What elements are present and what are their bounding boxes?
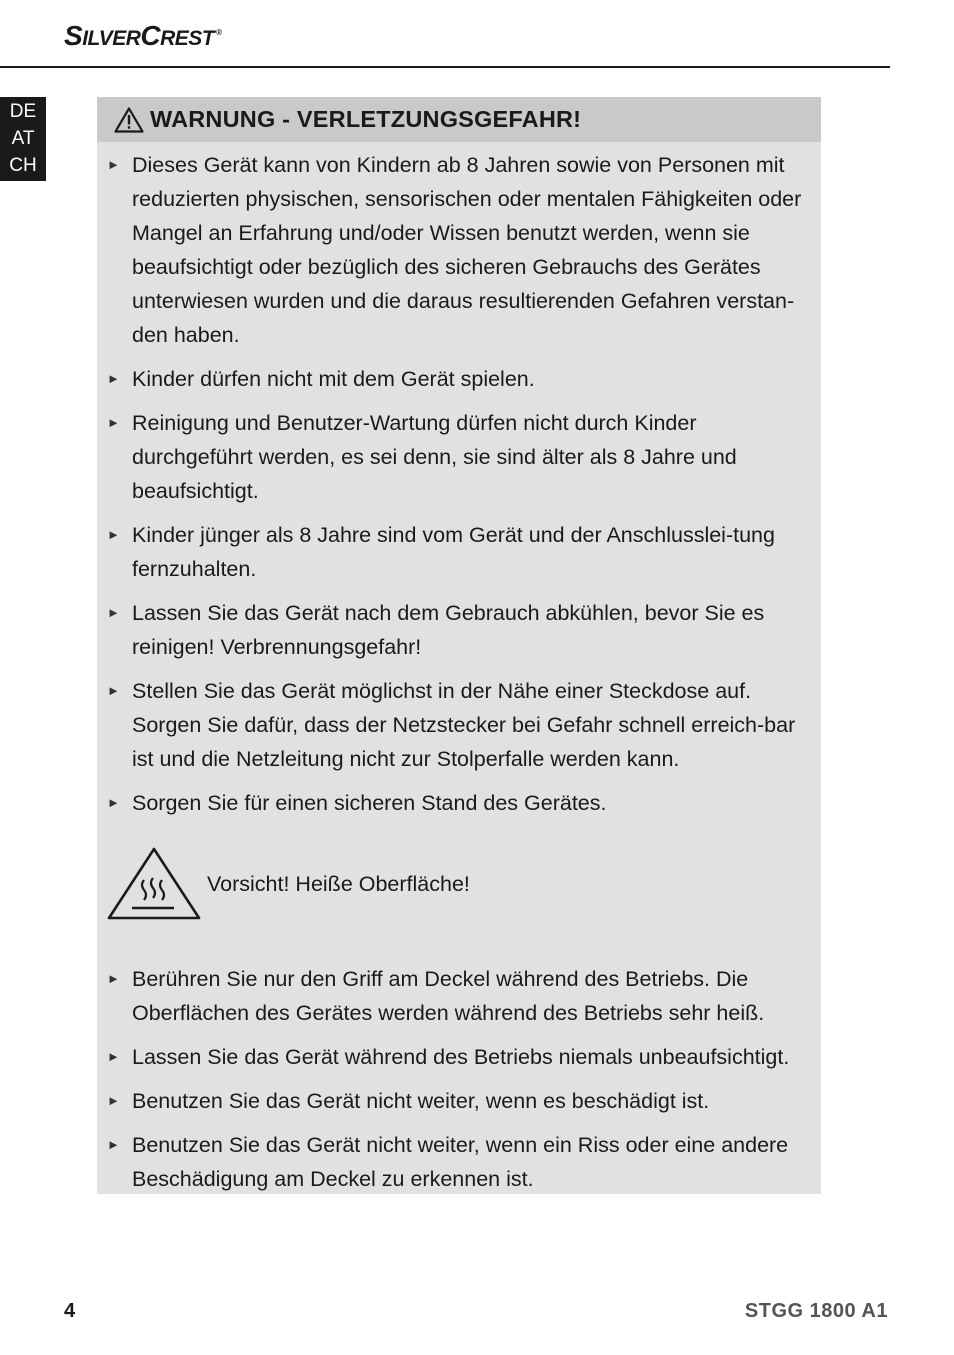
warning-list-b xyxy=(97,962,821,1196)
list-item xyxy=(107,406,813,508)
item-text: Lassen Sie das Gerät während des Betriebs niemals unbeaufsichtigt. xyxy=(132,1045,790,1069)
list-item xyxy=(107,1040,813,1074)
brand-letter: S xyxy=(64,20,83,51)
list-item xyxy=(107,674,813,776)
bullet-icon: ► xyxy=(107,415,120,430)
warning-title: WARNUNG - VERLETZUNGSGEFAHR! xyxy=(150,106,582,132)
list-item xyxy=(107,786,813,820)
bullet-icon: ► xyxy=(107,795,120,810)
item-text: Sorgen Sie für einen sicheren Stand des Gerätes. xyxy=(132,791,607,815)
bullet-icon: ► xyxy=(107,1049,120,1064)
registered-mark: ® xyxy=(216,27,222,37)
bullet-icon: ► xyxy=(107,683,120,698)
bullet-icon: ► xyxy=(107,527,120,542)
item-text: Reinigung und Benutzer-Wartung dürfen nicht durch Kinder durchgeführt werden, es sei denn, sie sind älter als 8 Jahre und beaufsichtigt. xyxy=(132,411,737,503)
item-text: Berühren Sie nur den Griff am Deckel während des Betriebs. Die Oberflächen des Gerätes werden während des Betriebs sehr heiß. xyxy=(132,967,765,1025)
lang-code: AT xyxy=(11,128,35,149)
list-item xyxy=(107,362,813,396)
lang-code: CH xyxy=(9,155,37,176)
model-number: STGG 1800 A1 xyxy=(744,1300,888,1322)
bullet-icon: ► xyxy=(107,157,120,172)
item-text: Benutzen Sie das Gerät nicht weiter, wenn es beschädigt ist. xyxy=(132,1089,710,1113)
item-text: Benutzen Sie das Gerät nicht weiter, wenn ein Riss oder eine andere Beschädigung am Deckel zu erkennen ist. xyxy=(132,1133,789,1191)
bullet-icon: ► xyxy=(107,1137,120,1152)
brand-letters: ILVER xyxy=(82,27,141,50)
hot-surface-icon xyxy=(106,846,202,922)
bullet-icon: ► xyxy=(107,371,120,386)
hot-surface-notice xyxy=(97,846,821,922)
item-text: Dieses Gerät kann von Kindern ab 8 Jahren sowie von Personen mit reduzierten physischen, sensorischen oder mentalen Fähigkeiten oder Mangel an Erfahrung und/oder Wissen benutzt werden, wenn sie beaufsichtigt oder bezüglich des sicheren Gebrauchs des Gerätes unterwiesen wurden und die daraus resultierenden Gefahren verstan-den haben. xyxy=(132,153,802,347)
list-item xyxy=(107,518,813,586)
header-divider xyxy=(0,66,890,68)
bullet-icon: ► xyxy=(107,1093,120,1108)
list-item xyxy=(107,1128,813,1196)
list-item xyxy=(107,148,813,352)
hot-surface-text: Vorsicht! Heiße Oberfläche! xyxy=(207,871,470,896)
lang-code: DE xyxy=(9,101,37,122)
list-item xyxy=(107,962,813,1030)
warning-header xyxy=(97,97,821,142)
item-text: Kinder jünger als 8 Jahre sind vom Gerät und der Anschlusslei-tung fernzuhalten. xyxy=(132,523,775,581)
item-text: Kinder dürfen nicht mit dem Gerät spielen. xyxy=(132,367,535,391)
page-number: 4 xyxy=(64,1300,76,1322)
list-item xyxy=(107,596,813,664)
language-tab xyxy=(0,97,46,181)
item-text: Lassen Sie das Gerät nach dem Gebrauch abkühlen, bevor Sie es reinigen! Verbrennungsgefahr! xyxy=(132,601,765,659)
bullet-icon: ► xyxy=(107,971,120,986)
item-text: Stellen Sie das Gerät möglichst in der Nähe einer Steckdose auf. Sorgen Sie dafür, dass der Netzstecker bei Gefahr schnell erreich-bar ist und die Netzleitung nicht zur Stolperfalle werden kann. xyxy=(132,679,796,771)
list-item xyxy=(107,1084,813,1118)
warning-box xyxy=(97,97,821,1194)
brand-letters: REST xyxy=(160,27,215,50)
warning-triangle-icon xyxy=(114,107,144,133)
brand-letter: C xyxy=(140,20,161,51)
bullet-icon: ► xyxy=(107,605,120,620)
brand-logo xyxy=(64,22,222,50)
warning-list-a xyxy=(97,142,821,820)
